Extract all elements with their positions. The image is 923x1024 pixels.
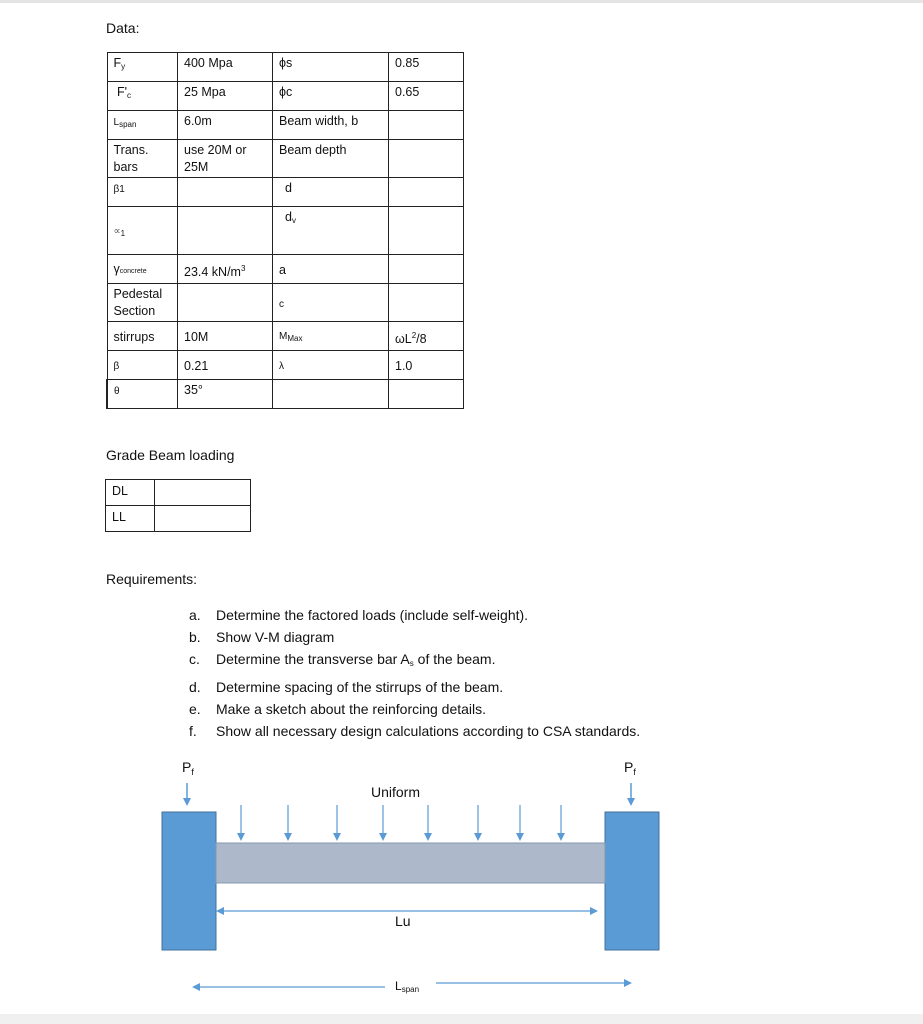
loading-table [105,479,251,532]
beam-diagram [0,750,923,1010]
table-row [107,178,464,207]
phis-value-cell: 0.85 [389,53,464,82]
ll-label-cell: LL [106,506,155,532]
trans-bars-label-cell: Trans. bars [107,140,178,178]
table-row [107,351,464,380]
lambda-label-cell: λ [273,351,389,380]
lambda-value-cell: 1.0 [389,351,464,380]
lspan-value-cell: 6.0m [178,111,273,140]
beta-label-cell: β [107,351,178,380]
table-row [107,255,464,284]
beam-depth-cell: Beam depth [273,140,389,178]
beta-value-cell: 0.21 [178,351,273,380]
fc-label-cell: $F'_c$ [107,82,178,111]
pedestal-label-cell: Pedestal Section [107,284,178,322]
list-item: b. Show V-M diagram [189,629,335,646]
mmax-value-cell: $\omega L^2/8$ [389,322,464,351]
alpha1-label-cell: $\propto_1$ [107,207,178,255]
uniform-label: Uniform [371,784,421,800]
gamma-value-cell: 23.4 $kN/m^3$ [178,255,273,284]
list-item: a. Determine the factored loads (include self-weight). [189,607,529,623]
trans-bars-value-cell: use 20M or 25M [178,140,273,178]
stirrups-value-cell: 10M [178,322,273,351]
ll-value-cell [155,506,251,532]
dl-label-cell: DL [106,480,155,506]
list-item: c. Determine the transverse bar $A_s$ of the beam. [189,651,496,669]
beam-depth-value-cell [389,140,464,178]
fy-label-cell: $F_y$ [107,53,178,82]
table-row [107,111,464,140]
table-row [107,140,464,178]
table-row [106,506,251,532]
mmax-label-cell: $M_{Max}$ [273,322,389,351]
lspan-diagram-label: Lspan [395,979,420,994]
beam-width-value-cell [389,111,464,140]
lspan-label-cell: $L_{span}$ [107,111,178,140]
beam-width-cell: Beam width, b [273,111,389,140]
table-row [106,480,251,506]
left-pedestal [162,812,216,950]
data-table [106,52,464,409]
dv-value-cell [389,207,464,255]
fc-value-cell: 25 Mpa [178,82,273,111]
c-value-cell [389,284,464,322]
loading-heading: Grade Beam loading [106,447,235,463]
pf-right-label: $P_f$ [624,759,636,777]
stirrups-label-cell: stirrups [107,322,178,351]
list-item: f. Show all necessary design calculations according to CSA standards. [189,723,641,740]
beta1-value-cell [178,178,273,207]
dv-label-cell: $d_v$ [273,207,389,255]
table-row [107,380,464,409]
table-row [107,284,464,322]
empty-cell [389,380,464,409]
phis-label-cell: ϕs [273,53,389,82]
bottom-rule [0,1014,923,1024]
fy-value-cell: 400 Mpa [178,53,273,82]
table-row [107,53,464,82]
lu-label: Lu [395,913,411,929]
d-label-cell: d [273,178,389,207]
list-item: d. Determine spacing of the stirrups of the beam. [189,678,504,695]
theta-value-cell: 35° [178,380,273,409]
theta-label-cell: θ [107,380,178,409]
requirements-list [189,604,640,742]
requirements-heading: Requirements: [106,571,198,587]
d-value-cell [389,178,464,207]
grade-beam [216,843,605,883]
phic-value-cell: 0.65 [389,82,464,111]
right-pedestal [605,812,659,950]
data-heading: Data: [106,20,140,36]
gamma-label-cell: γconcrete [107,255,178,284]
empty-cell [273,380,389,409]
table-row [107,82,464,111]
phic-label-cell: ϕc [273,82,389,111]
table-row [107,322,464,351]
c-label-cell: c [273,284,389,322]
table-row [107,207,464,255]
a-label-cell: a [273,255,389,284]
beta1-label-cell: β1 [107,178,178,207]
a-value-cell [389,255,464,284]
top-rule [0,0,923,3]
dl-value-cell [155,480,251,506]
pf-left-label: $P_f$ [182,759,194,777]
pedestal-value-cell [178,284,273,322]
alpha1-value-cell [178,207,273,255]
list-item: e. Make a sketch about the reinforcing details. [189,700,487,717]
